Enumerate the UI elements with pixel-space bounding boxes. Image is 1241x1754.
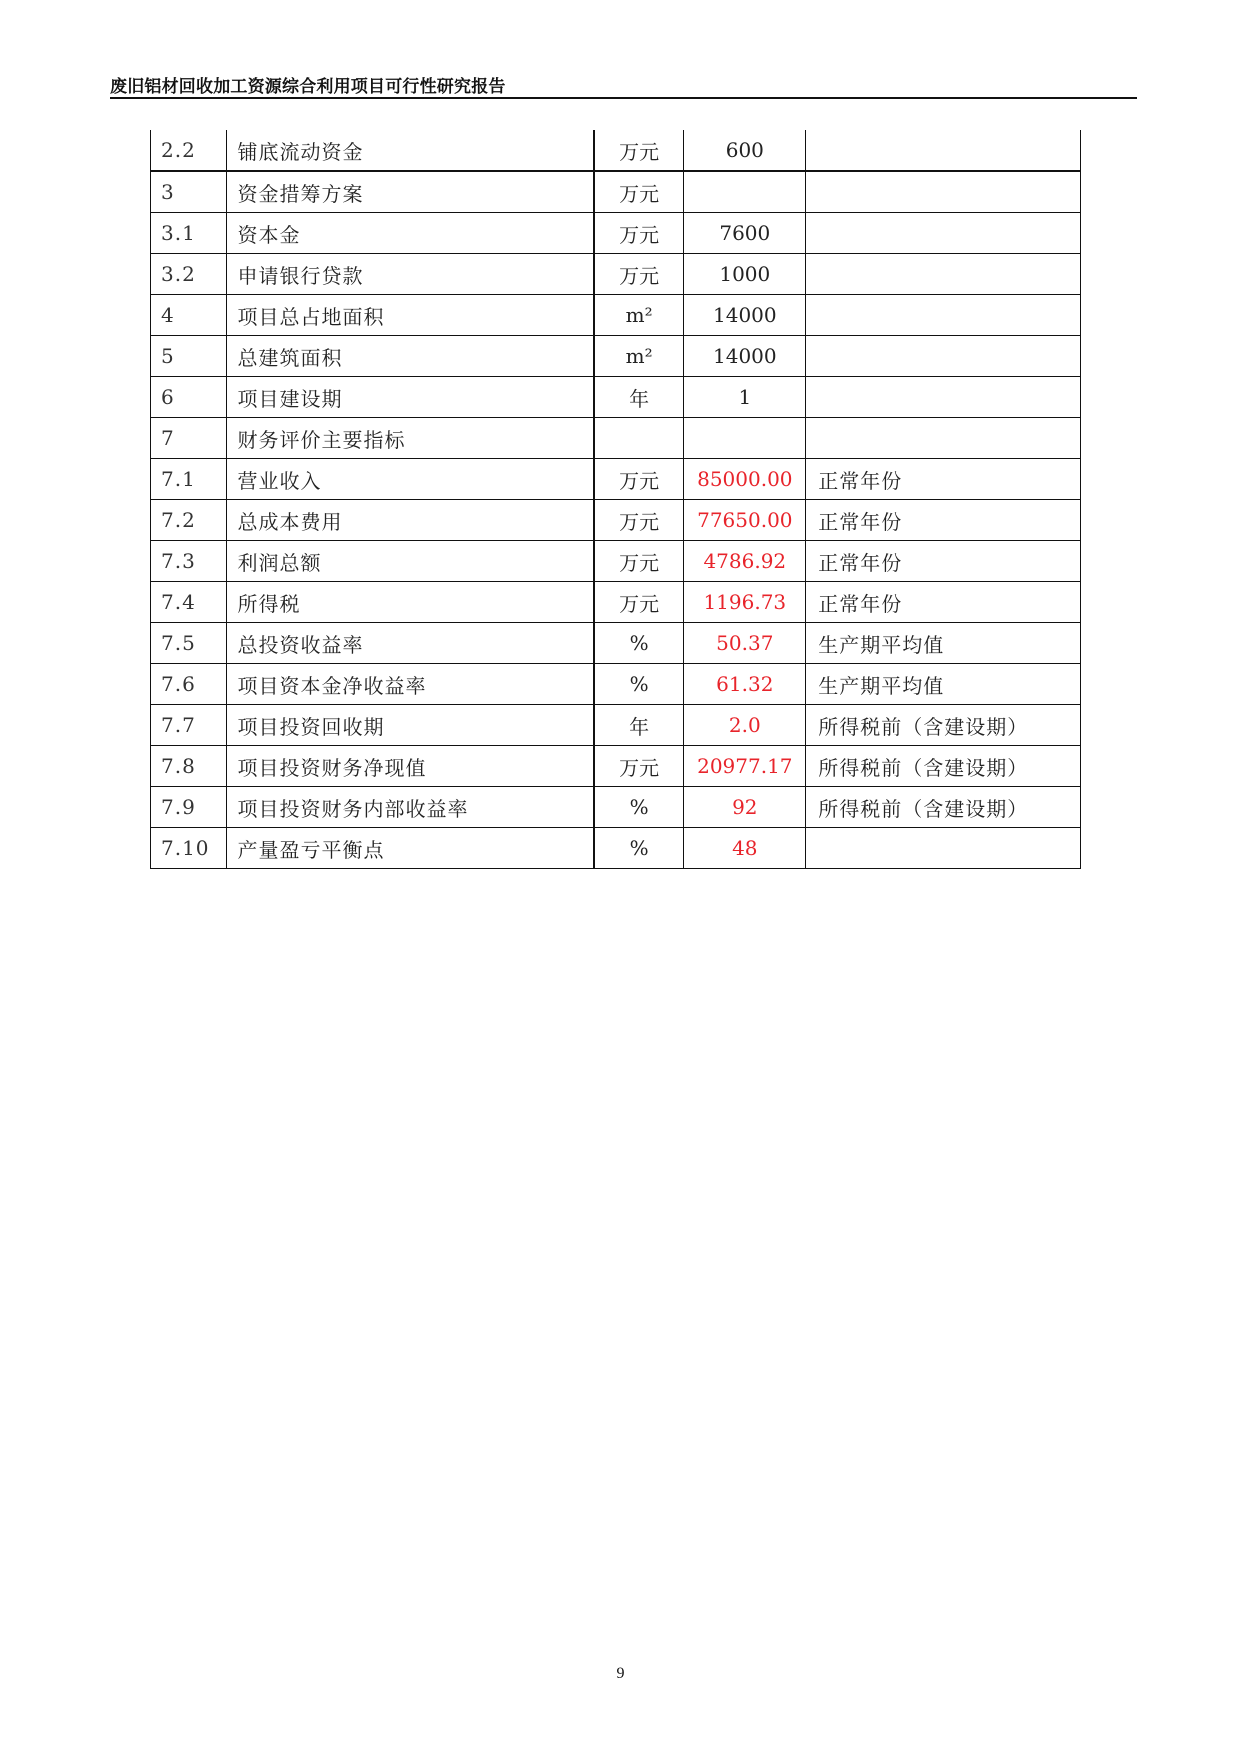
unit-cell: 万元 [594,746,684,787]
value-cell: 48 [684,828,806,869]
item-name-cell: 总成本费用 [227,500,594,541]
table-row [151,828,1081,869]
note-cell [806,130,1081,171]
note-cell: 正常年份 [806,541,1081,582]
item-name-cell: 资金措筹方案 [227,171,594,213]
note-cell [806,295,1081,336]
item-name-cell: 项目资本金净收益率 [227,664,594,705]
value-cell: 1196.73 [684,582,806,623]
note-cell: 所得税前（含建设期） [806,705,1081,746]
table-row [151,254,1081,295]
note-cell: 生产期平均值 [806,623,1081,664]
item-name-cell: 产量盈亏平衡点 [227,828,594,869]
row-number-cell: 7.1 [151,459,227,500]
row-number-cell: 7.7 [151,705,227,746]
value-cell: 2.0 [684,705,806,746]
item-name-cell: 财务评价主要指标 [227,418,594,459]
row-number-cell: 4 [151,295,227,336]
note-cell [806,213,1081,254]
row-number-cell: 7 [151,418,227,459]
table-row [151,787,1081,828]
indicator-table-body [151,130,1081,869]
note-cell: 正常年份 [806,459,1081,500]
unit-cell: % [594,664,684,705]
table-row [151,541,1081,582]
unit-cell: % [594,623,684,664]
value-cell: 14000 [684,295,806,336]
row-number-cell: 3.1 [151,213,227,254]
table-row [151,171,1081,213]
row-number-cell: 7.10 [151,828,227,869]
value-cell: 85000.00 [684,459,806,500]
row-number-cell: 2.2 [151,130,227,171]
table-row [151,746,1081,787]
value-cell: 77650.00 [684,500,806,541]
item-name-cell: 项目投资财务净现值 [227,746,594,787]
note-cell [806,336,1081,377]
note-cell [806,828,1081,869]
unit-cell: % [594,828,684,869]
row-number-cell: 7.6 [151,664,227,705]
row-number-cell: 7.4 [151,582,227,623]
row-number-cell: 7.8 [151,746,227,787]
table-row [151,213,1081,254]
unit-cell [594,418,684,459]
unit-cell: % [594,787,684,828]
value-cell: 7600 [684,213,806,254]
item-name-cell: 利润总额 [227,541,594,582]
item-name-cell: 申请银行贷款 [227,254,594,295]
unit-cell: 万元 [594,171,684,213]
row-number-cell: 3 [151,171,227,213]
row-number-cell: 3.2 [151,254,227,295]
unit-cell: 万元 [594,254,684,295]
page-number: 9 [616,1665,625,1682]
value-cell: 4786.92 [684,541,806,582]
unit-cell: m² [594,295,684,336]
note-cell [806,171,1081,213]
unit-cell: 万元 [594,541,684,582]
note-cell: 正常年份 [806,500,1081,541]
item-name-cell: 所得税 [227,582,594,623]
item-name-cell: 总投资收益率 [227,623,594,664]
value-cell: 61.32 [684,664,806,705]
unit-cell: 万元 [594,582,684,623]
item-name-cell: 资本金 [227,213,594,254]
row-number-cell: 7.2 [151,500,227,541]
item-name-cell: 项目投资财务内部收益率 [227,787,594,828]
table-row [151,623,1081,664]
table-row [151,377,1081,418]
note-cell: 所得税前（含建设期） [806,746,1081,787]
item-name-cell: 营业收入 [227,459,594,500]
note-cell [806,418,1081,459]
unit-cell: 万元 [594,213,684,254]
table-row [151,130,1081,171]
value-cell: 20977.17 [684,746,806,787]
row-number-cell: 7.5 [151,623,227,664]
unit-cell: 万元 [594,459,684,500]
note-cell: 正常年份 [806,582,1081,623]
item-name-cell: 项目总占地面积 [227,295,594,336]
item-name-cell: 项目建设期 [227,377,594,418]
unit-cell: 年 [594,705,684,746]
value-cell: 92 [684,787,806,828]
row-number-cell: 6 [151,377,227,418]
table-row [151,705,1081,746]
document-title: 废旧铝材回收加工资源综合利用项目可行性研究报告 [110,77,506,97]
value-cell: 1000 [684,254,806,295]
header-divider [110,97,1137,99]
table-row [151,582,1081,623]
value-cell: 14000 [684,336,806,377]
item-name-cell: 项目投资回收期 [227,705,594,746]
note-cell [806,254,1081,295]
unit-cell: 年 [594,377,684,418]
table-row [151,336,1081,377]
item-name-cell: 总建筑面积 [227,336,594,377]
unit-cell: m² [594,336,684,377]
table-row [151,295,1081,336]
page-header [110,72,1137,98]
unit-cell: 万元 [594,130,684,171]
item-name-cell: 铺底流动资金 [227,130,594,171]
table-row [151,500,1081,541]
note-cell: 所得税前（含建设期） [806,787,1081,828]
note-cell [806,377,1081,418]
unit-cell: 万元 [594,500,684,541]
value-cell [684,171,806,213]
note-cell: 生产期平均值 [806,664,1081,705]
value-cell: 600 [684,130,806,171]
table-row [151,664,1081,705]
row-number-cell: 7.3 [151,541,227,582]
value-cell [684,418,806,459]
row-number-cell: 5 [151,336,227,377]
table-row [151,459,1081,500]
indicator-table [150,130,1081,869]
value-cell: 50.37 [684,623,806,664]
value-cell: 1 [684,377,806,418]
table-row [151,418,1081,459]
row-number-cell: 7.9 [151,787,227,828]
